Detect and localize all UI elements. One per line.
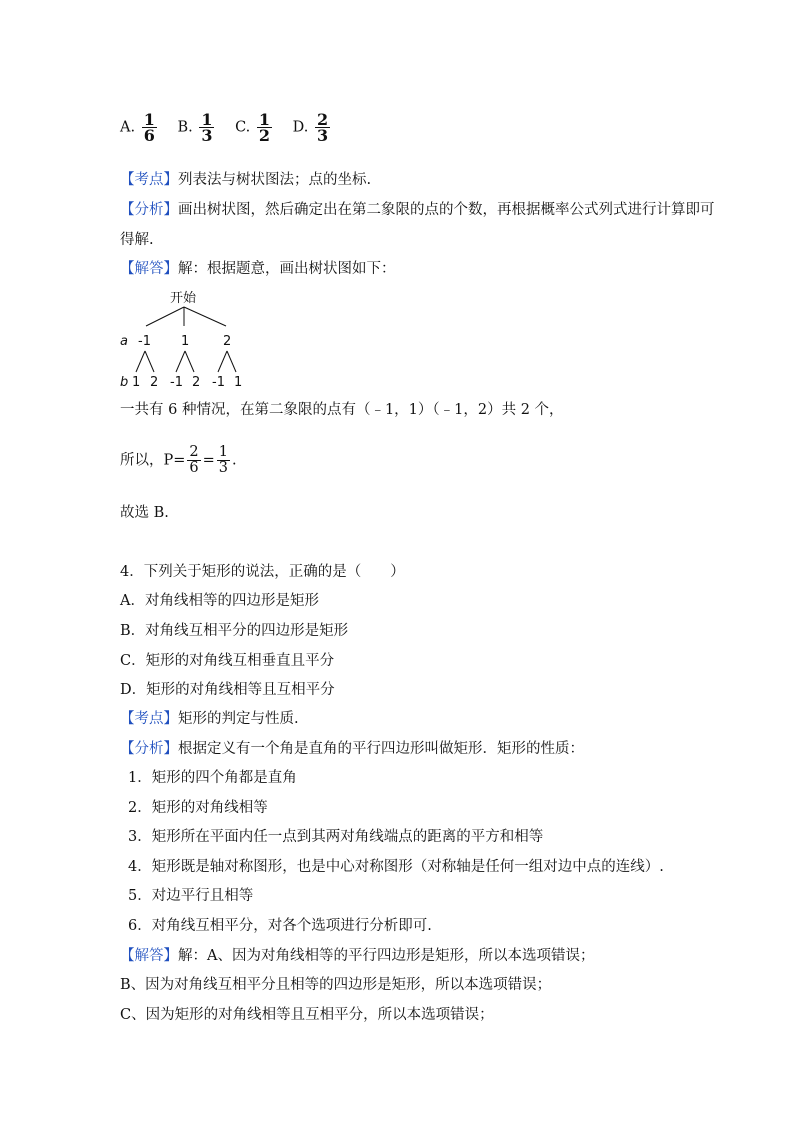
tree-diagram	[118, 286, 288, 396]
q4-property: 2．矩形的对角线相等	[128, 800, 268, 816]
q4-line-c: C、因为矩形的对角线相等且互相平分，所以本选项错误；	[120, 1007, 494, 1023]
tree-root: 开始	[170, 291, 197, 306]
tree-b-value: 1	[132, 375, 141, 390]
q3-probability: 所以，P= $\frac{2}{6}$ = $\frac{1}{3}$ .	[120, 444, 237, 476]
fraction: $\frac{1}{2}$	[258, 110, 271, 145]
q3-answer: 故选 B.	[120, 505, 169, 521]
q3-fenxi-cont: 得解.	[120, 232, 154, 248]
option-a: A. $\frac{1}{6}$	[120, 110, 155, 145]
q4-line-b: B、因为对角线互相平分且相等的四边形是矩形，所以本选项错误；	[120, 977, 552, 993]
jieda-tag: 【解答】	[120, 948, 178, 964]
q4-option-a: A．对角线相等的四边形是矩形	[120, 593, 319, 609]
fenxi-tag: 【分析】	[120, 202, 178, 218]
fraction: $\frac{1}{3}$	[218, 444, 229, 476]
q4-jieda: 【解答】解：A、因为对角线相等的平行四边形是矩形，所以本选项错误；	[120, 948, 595, 964]
tree-a-value: 1	[181, 334, 190, 349]
fraction: $\frac{1}{6}$	[143, 110, 155, 145]
tree-b-value: 2	[150, 375, 159, 390]
answer-options	[120, 112, 346, 143]
tree-a-label: a	[120, 334, 128, 349]
tree-b-value: 2	[192, 375, 201, 390]
tree-b-value: -1	[170, 375, 183, 390]
q3-count: 一共有 6 种情况，在第二象限的点有（﹣1，1）（﹣1，2）共 2 个，	[120, 402, 564, 418]
tree-b-label: b	[120, 375, 129, 390]
option-b: B. $\frac{1}{3}$	[177, 110, 213, 145]
tree-a-value: -1	[138, 334, 151, 349]
q4-property: 1．矩形的四个角都是直角	[128, 770, 297, 786]
q4-property: 6．对角线互相平分，对各个选项进行分析即可.	[128, 918, 432, 934]
fraction: $\frac{2}{6}$	[189, 444, 199, 476]
q4-question: 4．下列关于矩形的说法，正确的是（ ）	[120, 564, 405, 580]
option-c: C. $\frac{1}{2}$	[235, 110, 271, 145]
tree-a-value: 2	[223, 334, 232, 349]
fenxi-tag: 【分析】	[120, 741, 178, 757]
option-d: D. $\frac{2}{3}$	[292, 110, 329, 145]
tree-b-value: 1	[234, 375, 243, 390]
jieda-tag: 【解答】	[120, 261, 178, 277]
q4-property: 5．对边平行且相等	[128, 888, 254, 904]
q4-option-c: C．矩形的对角线互相垂直且平分	[120, 653, 335, 669]
q3-kaodian: 【考点】列表法与树状图法；点的坐标.	[120, 172, 372, 188]
fraction: $\frac{1}{3}$	[201, 110, 213, 145]
q3-jieda: 【解答】解：根据题意，画出树状图如下：	[120, 261, 396, 277]
q4-fenxi: 【分析】根据定义有一个角是直角的平行四边形叫做矩形．矩形的性质：	[120, 741, 584, 757]
q4-property: 3．矩形所在平面内任一点到其两对角线端点的距离的平方和相等	[128, 829, 544, 845]
q3-fenxi: 【分析】画出树状图，然后确定出在第二象限的点的个数，再根据概率公式列式进行计算即可	[120, 202, 715, 218]
kaodian-tag: 【考点】	[120, 711, 178, 727]
q4-property: 4．矩形既是轴对称图形，也是中心对称图形（对称轴是任何一组对边中点的连线）.	[128, 859, 664, 875]
q4-option-b: B．对角线互相平分的四边形是矩形	[120, 623, 349, 639]
q4-option-d: D．矩形的对角线相等且互相平分	[120, 682, 335, 698]
fraction: $\frac{2}{3}$	[316, 110, 329, 145]
kaodian-tag: 【考点】	[120, 172, 178, 188]
tree-b-value: -1	[212, 375, 225, 390]
q4-kaodian: 【考点】矩形的判定与性质.	[120, 711, 299, 727]
